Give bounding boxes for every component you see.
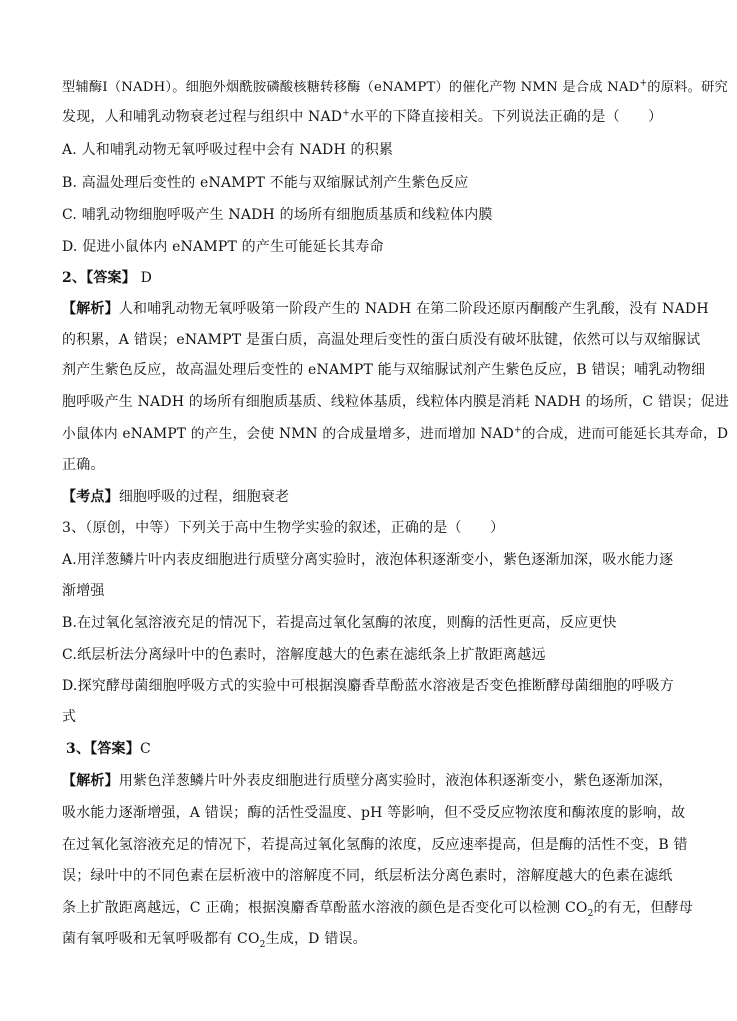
q3-option-d-line-1: D.探究酵母菌细胞呼吸方式的实验中可根据溴麝香草酚蓝水溶液是否变色推断酵母菌细胞的呼吸方 <box>62 678 674 694</box>
q2-stem-line-2 <box>62 107 662 127</box>
analysis-text: 用紫色洋葱鳞片叶外表皮细胞进行质壁分离实验时，液泡体积逐渐变小，紫色逐渐加深， <box>118 773 673 789</box>
superscript-plus: + <box>639 78 648 89</box>
answer-value: D <box>135 270 153 286</box>
q2-stem-text: 发现，人和哺乳动物衰老过程与组织中 NAD <box>62 109 343 125</box>
q3-option-a-line-2: 渐增强 <box>62 583 105 599</box>
analysis-text: 生成，D 错误。 <box>265 931 367 947</box>
q2-stem-text: 水平的下降直接相关。下列说法正确的是（ ） <box>349 109 663 125</box>
q3-analysis-line-4: 误；绿叶中的不同色素在层析液中的溶解度不同，纸层析法分离色素时，溶解度越大的色素在滤纸 <box>62 868 673 884</box>
q3-analysis-line-6 <box>62 929 367 949</box>
q2-option-d: D. 促进小鼠体内 eNAMPT 的产生可能延长其寿命 <box>62 239 384 255</box>
q2-answer <box>62 268 152 288</box>
q2-analysis-line-1 <box>62 299 709 319</box>
kaodian-label: 【考点】 <box>62 489 119 505</box>
subscript-two: 2 <box>587 908 594 919</box>
q2-stem-line-1 <box>62 78 728 98</box>
q3-stem: 3、（原创，中等）下列关于高中生物学实验的叙述，正确的是（ ） <box>62 520 505 536</box>
answer-label: 3、【答案】 <box>66 741 140 757</box>
kaodian-value: 细胞呼吸的过程，细胞衰老 <box>118 489 290 505</box>
analysis-text: 人和哺乳动物无氧呼吸第一阶段产生的 NADH 在第二阶段还原丙酮酸产生乳酸，没有 NADH <box>118 301 709 317</box>
answer-value: C <box>139 741 151 757</box>
q2-kaodian <box>62 487 289 507</box>
q2-option-a: A. 人和哺乳动物无氧呼吸过程中会有 NADH 的积累 <box>62 142 394 158</box>
q2-stem-text: 型辅酶Ⅰ（NADH）。细胞外烟酰胺磷酸核糖转移酶（eNAMPT）的催化产物 NMN 是合成 NAD <box>62 80 640 95</box>
subscript-two: 2 <box>259 939 266 950</box>
q3-option-c: C.纸层析法分离绿叶中的色素时，溶解度越大的色素在滤纸条上扩散距离越远 <box>62 647 546 663</box>
analysis-text: 的合成，进而可能延长其寿命，D <box>521 426 729 442</box>
q3-option-b: B.在过氧化氢溶液充足的情况下，若提高过氧化氢酶的浓度，则酶的活性更高，反应更快 <box>62 615 617 631</box>
q3-option-a-line-1: A.用洋葱鳞片叶内表皮细胞进行质壁分离实验时，液泡体积逐渐变小，紫色逐渐加深，吸水能力逐 <box>62 552 674 568</box>
q3-analysis-line-1 <box>62 771 673 791</box>
q2-option-b: B. 高温处理后变性的 eNAMPT 不能与双缩脲试剂产生紫色反应 <box>62 175 469 191</box>
q2-analysis-line-4: 胞呼吸产生 NADH 的场所有细胞质基质、线粒体基质，线粒体内膜是消耗 NADH 的场所，C 错误；促进 <box>62 394 729 410</box>
q2-stem-text: 的原料。研究 <box>647 80 728 95</box>
q2-analysis-line-2: 的积累，A 错误；eNAMPT 是蛋白质，高温处理后变性的蛋白质没有破坏肽键，依然可以与双缩脲试 <box>62 332 701 348</box>
q2-analysis-line-5 <box>62 424 728 444</box>
q3-option-d-line-2: 式 <box>62 709 77 725</box>
superscript-plus: + <box>342 108 350 119</box>
answer-label: 2、【答案】 <box>62 270 136 286</box>
q2-analysis-line-6: 正确。 <box>62 457 105 473</box>
analysis-text: 的有无，但酵母 <box>593 900 693 916</box>
q3-analysis-line-2: 吸水能力逐渐增强，A 错误；酶的活性受温度、pH 等影响，但不受反应物浓度和酶浓度的影响，故 <box>62 805 686 821</box>
q3-analysis-line-5 <box>62 898 693 918</box>
superscript-plus: + <box>513 425 522 436</box>
q2-option-c: C. 哺乳动物细胞呼吸产生 NADH 的场所有细胞质基质和线粒体内膜 <box>62 207 493 223</box>
q3-answer <box>66 739 151 759</box>
analysis-text: 条上扩散距离越远，C 正确；根据溴麝香草酚蓝水溶液的颜色是否变化可以检测 CO <box>62 900 588 916</box>
analysis-label: 【解析】 <box>62 773 119 789</box>
analysis-text: 菌有氧呼吸和无氧呼吸都有 CO <box>62 931 260 947</box>
q2-analysis-line-3: 剂产生紫色反应，故高温处理后变性的 eNAMPT 能与双缩脲试剂产生紫色反应，B 错误；哺乳动物细 <box>62 362 706 378</box>
analysis-label: 【解析】 <box>62 301 119 317</box>
q3-analysis-line-3: 在过氧化氢溶液充足的情况下，若提高过氧化氢酶的浓度，反应速率提高，但是酶的活性不变，B 错 <box>62 837 688 853</box>
analysis-text: 小鼠体内 eNAMPT 的产生，会使 NMN 的合成量增多，进而增加 NAD <box>62 426 514 442</box>
